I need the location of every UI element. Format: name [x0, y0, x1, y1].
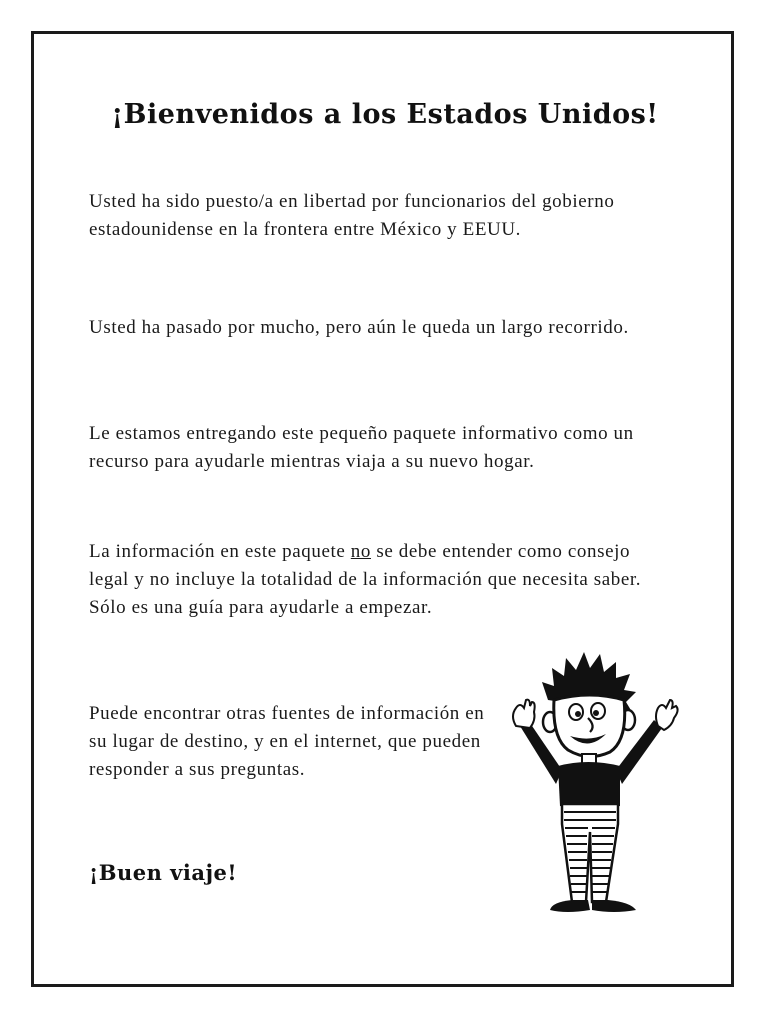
disclaimer-text-end: se debe entender como consejo legal y no incluye la totalidad de la información que necesita saber. Sólo es una guía para ayudarle a empezar.	[89, 541, 642, 618]
paragraph-release-notice: Usted ha sido puesto/a en libertad por funcionarios del gobierno estadounidense en la frontera entre México y EEUU.	[89, 191, 615, 240]
closing-greeting: ¡Buen viaje!	[89, 860, 238, 885]
paragraph-legal-disclaimer	[89, 538, 669, 622]
page-title: ¡Bienvenidos a los Estados Unidos!	[111, 99, 659, 130]
paragraph-other-resources: Puede encontrar otras fuentes de información en su lugar de destino, y en el internet, que pueden responder a sus preguntas.	[89, 703, 485, 780]
disclaimer-text-start: La información en este paquete	[89, 541, 351, 562]
paragraph-info-packet: Le estamos entregando este pequeño paquete informativo como un recurso para ayudarle mientras viaja a su nuevo hogar.	[89, 423, 634, 472]
cartoon-boy-waving-illustration	[506, 642, 681, 922]
disclaimer-emphasis: no	[350, 541, 371, 562]
paragraph-journey: Usted ha pasado por mucho, pero aún le queda un largo recorrido.	[89, 317, 629, 338]
